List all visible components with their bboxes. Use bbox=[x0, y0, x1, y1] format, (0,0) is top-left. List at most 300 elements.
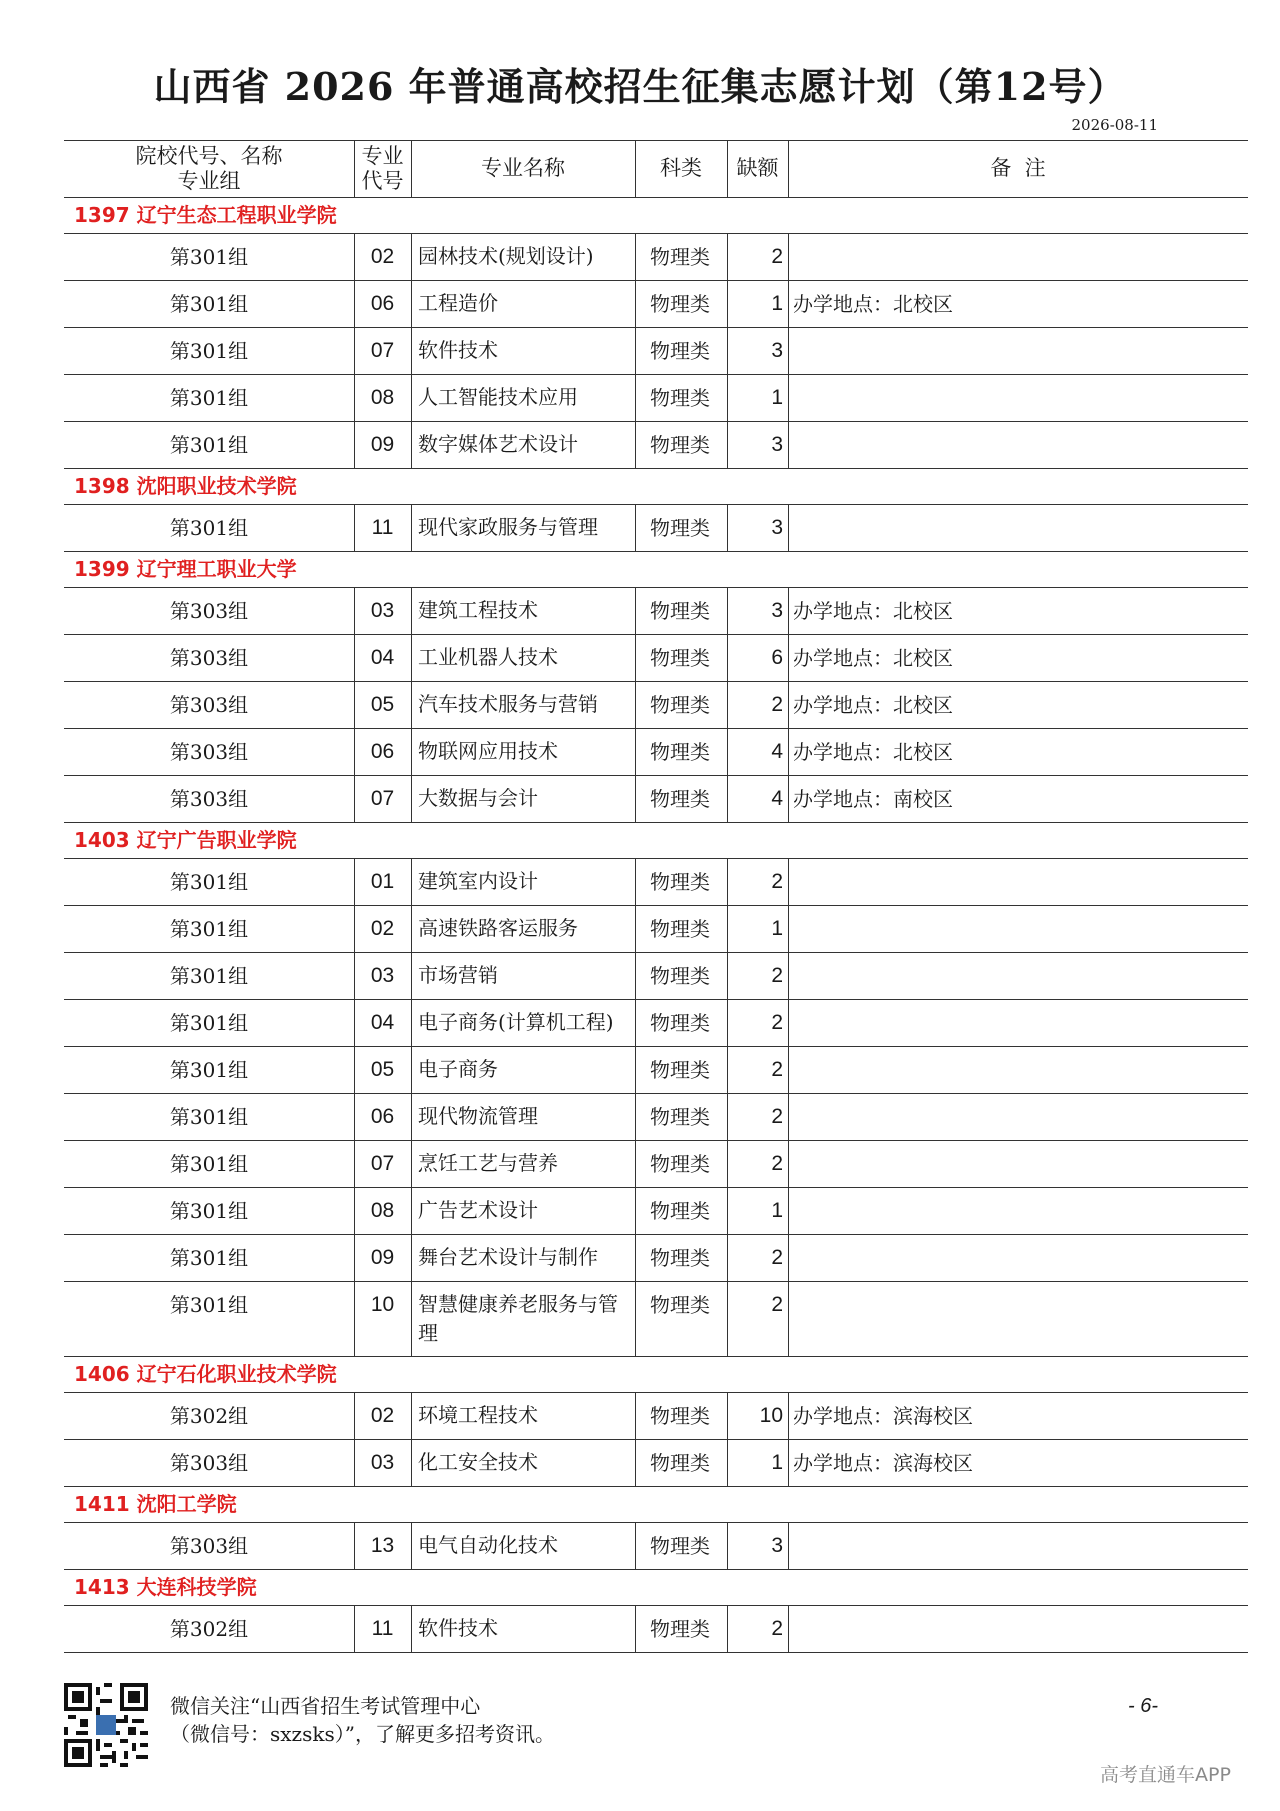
table-rule bbox=[64, 1046, 1248, 1047]
column-divider bbox=[354, 233, 355, 280]
column-divider bbox=[411, 775, 412, 822]
column-divider bbox=[411, 1140, 412, 1187]
column-divider bbox=[788, 728, 789, 775]
group-cell: 第301组 bbox=[169, 1293, 249, 1317]
column-divider bbox=[635, 952, 636, 999]
column-divider bbox=[788, 1093, 789, 1140]
column-divider bbox=[354, 905, 355, 952]
column-divider bbox=[727, 952, 728, 999]
category-cell: 物理类 bbox=[650, 693, 710, 717]
column-divider bbox=[727, 233, 728, 280]
major-name-cell: 高速铁路客运服务 bbox=[418, 916, 578, 940]
major-code-cell: 06 bbox=[370, 740, 395, 763]
group-cell: 第303组 bbox=[169, 1451, 249, 1475]
column-divider bbox=[635, 1234, 636, 1281]
column-divider bbox=[788, 504, 789, 551]
major-code-cell: 03 bbox=[370, 964, 395, 987]
vacancy-cell: 3 bbox=[771, 339, 783, 362]
table-rule bbox=[64, 421, 1248, 422]
column-divider bbox=[354, 280, 355, 327]
page-title: 山西省 2026 年普通高校招生征集志愿计划（第12号） bbox=[153, 64, 1127, 109]
column-divider bbox=[788, 1605, 789, 1652]
major-code-cell: 04 bbox=[370, 646, 395, 669]
column-divider bbox=[635, 634, 636, 681]
table-rule bbox=[64, 1234, 1248, 1235]
table-rule bbox=[64, 1486, 1248, 1487]
vacancy-cell: 2 bbox=[771, 1105, 783, 1128]
header-group: 专业组 bbox=[177, 169, 241, 193]
column-divider bbox=[635, 374, 636, 421]
column-divider bbox=[788, 280, 789, 327]
column-divider bbox=[788, 421, 789, 468]
vacancy-cell: 4 bbox=[771, 787, 783, 810]
column-divider bbox=[788, 1439, 789, 1486]
table-rule bbox=[64, 374, 1248, 375]
column-divider bbox=[411, 374, 412, 421]
major-code-cell: 06 bbox=[370, 1105, 395, 1128]
table-rule bbox=[64, 1569, 1248, 1570]
table-rule bbox=[64, 858, 1248, 859]
school-name: 1399 辽宁理工职业大学 bbox=[74, 557, 297, 581]
category-cell: 物理类 bbox=[650, 292, 710, 316]
column-divider bbox=[411, 327, 412, 374]
column-divider bbox=[635, 1605, 636, 1652]
column-divider bbox=[635, 1392, 636, 1439]
column-divider bbox=[788, 233, 789, 280]
column-divider bbox=[411, 1187, 412, 1234]
major-code-cell: 06 bbox=[370, 292, 395, 315]
major-code-cell: 05 bbox=[370, 1058, 395, 1081]
column-divider bbox=[635, 1522, 636, 1569]
table-rule bbox=[64, 197, 1248, 198]
category-cell: 物理类 bbox=[650, 386, 710, 410]
column-divider bbox=[411, 905, 412, 952]
major-code-cell: 03 bbox=[370, 599, 395, 622]
note-cell: 办学地点：北校区 bbox=[793, 693, 953, 717]
note-cell: 办学地点：滨海校区 bbox=[793, 1404, 973, 1428]
table-rule bbox=[64, 233, 1248, 234]
column-divider bbox=[635, 1281, 636, 1356]
column-divider bbox=[727, 374, 728, 421]
column-divider bbox=[354, 1522, 355, 1569]
major-name-cell: 环境工程技术 bbox=[418, 1403, 538, 1427]
column-divider bbox=[354, 1093, 355, 1140]
group-cell: 第303组 bbox=[169, 693, 249, 717]
column-divider bbox=[411, 1605, 412, 1652]
category-cell: 物理类 bbox=[650, 1451, 710, 1475]
watermark: 高考直通车APP bbox=[1100, 1764, 1231, 1786]
column-divider bbox=[411, 858, 412, 905]
major-name-cell: 软件技术 bbox=[418, 1616, 498, 1640]
group-cell: 第303组 bbox=[169, 740, 249, 764]
column-divider bbox=[727, 905, 728, 952]
table-rule bbox=[64, 1281, 1248, 1282]
column-divider bbox=[354, 1605, 355, 1652]
table-rule bbox=[64, 280, 1248, 281]
column-divider bbox=[788, 587, 789, 634]
column-divider bbox=[727, 1234, 728, 1281]
column-divider bbox=[411, 681, 412, 728]
vacancy-cell: 2 bbox=[771, 870, 783, 893]
vacancy-cell: 3 bbox=[771, 433, 783, 456]
column-divider bbox=[411, 421, 412, 468]
category-cell: 物理类 bbox=[650, 1152, 710, 1176]
footer-wechat-line2: （微信号：sxzsks）”，了解更多招考资讯。 bbox=[170, 1722, 555, 1746]
column-divider bbox=[635, 681, 636, 728]
header-major-code-line2: 代号 bbox=[361, 169, 404, 193]
category-cell: 物理类 bbox=[650, 1534, 710, 1558]
column-divider bbox=[411, 1522, 412, 1569]
school-name: 1403 辽宁广告职业学院 bbox=[74, 828, 297, 852]
category-cell: 物理类 bbox=[650, 964, 710, 988]
category-cell: 物理类 bbox=[650, 516, 710, 540]
major-name-cell: 化工安全技术 bbox=[418, 1450, 538, 1474]
category-cell: 物理类 bbox=[650, 1105, 710, 1129]
table-rule bbox=[64, 1439, 1248, 1440]
major-name-cell: 物联网应用技术 bbox=[418, 739, 558, 763]
column-divider bbox=[411, 233, 412, 280]
vacancy-cell: 2 bbox=[771, 1617, 783, 1640]
column-divider bbox=[411, 587, 412, 634]
header-note: 备 注 bbox=[990, 156, 1046, 180]
major-code-cell: 11 bbox=[371, 516, 394, 539]
group-cell: 第303组 bbox=[169, 599, 249, 623]
table-rule bbox=[64, 822, 1248, 823]
column-divider bbox=[727, 728, 728, 775]
group-cell: 第301组 bbox=[169, 433, 249, 457]
column-divider bbox=[727, 1392, 728, 1439]
column-divider bbox=[354, 1187, 355, 1234]
table-rule bbox=[64, 681, 1248, 682]
major-code-cell: 05 bbox=[370, 693, 395, 716]
major-code-cell: 02 bbox=[370, 245, 395, 268]
major-code-cell: 09 bbox=[370, 433, 395, 456]
major-name-cell: 广告艺术设计 bbox=[418, 1198, 538, 1222]
column-divider bbox=[354, 728, 355, 775]
column-divider bbox=[354, 504, 355, 551]
footer-wechat-line1: 微信关注“山西省招生考试管理中心 bbox=[170, 1694, 481, 1718]
table-rule bbox=[64, 1187, 1248, 1188]
major-code-cell: 01 bbox=[370, 870, 395, 893]
vacancy-cell: 2 bbox=[771, 1011, 783, 1034]
column-divider bbox=[788, 952, 789, 999]
column-divider bbox=[354, 1439, 355, 1486]
major-name-cell: 数字媒体艺术设计 bbox=[418, 432, 578, 456]
column-divider bbox=[411, 1392, 412, 1439]
school-name: 1411 沈阳工学院 bbox=[74, 1492, 237, 1516]
column-divider bbox=[727, 1522, 728, 1569]
header-major-name: 专业名称 bbox=[481, 156, 565, 180]
major-name-cell: 市场营销 bbox=[418, 963, 498, 987]
group-cell: 第302组 bbox=[169, 1404, 249, 1428]
vacancy-cell: 1 bbox=[771, 1451, 783, 1474]
column-divider bbox=[788, 905, 789, 952]
major-code-cell: 13 bbox=[370, 1534, 395, 1557]
page-number: - 6- bbox=[1128, 1695, 1158, 1717]
column-divider bbox=[727, 1140, 728, 1187]
group-cell: 第301组 bbox=[169, 516, 249, 540]
column-divider bbox=[727, 1046, 728, 1093]
column-divider bbox=[727, 1187, 728, 1234]
category-cell: 物理类 bbox=[650, 1199, 710, 1223]
column-divider bbox=[788, 1281, 789, 1356]
vacancy-cell: 2 bbox=[771, 964, 783, 987]
category-cell: 物理类 bbox=[650, 1617, 710, 1641]
major-name-cell: 舞台艺术设计与制作 bbox=[418, 1245, 598, 1269]
group-cell: 第302组 bbox=[169, 1617, 249, 1641]
major-code-cell: 09 bbox=[370, 1246, 395, 1269]
column-divider bbox=[635, 233, 636, 280]
group-cell: 第301组 bbox=[169, 964, 249, 988]
table-rule bbox=[64, 587, 1248, 588]
column-divider bbox=[635, 421, 636, 468]
major-name-cell: 汽车技术服务与营销 bbox=[418, 692, 598, 716]
column-divider bbox=[788, 1046, 789, 1093]
major-name-cell: 工业机器人技术 bbox=[418, 645, 558, 669]
column-divider bbox=[635, 1439, 636, 1486]
table-rule bbox=[64, 634, 1248, 635]
column-divider bbox=[411, 1234, 412, 1281]
column-divider bbox=[354, 1234, 355, 1281]
column-divider bbox=[788, 327, 789, 374]
vacancy-cell: 2 bbox=[771, 1152, 783, 1175]
table-rule bbox=[64, 1652, 1248, 1653]
column-divider bbox=[354, 634, 355, 681]
vacancy-cell: 3 bbox=[771, 516, 783, 539]
qr-code-icon bbox=[64, 1683, 148, 1767]
vacancy-cell: 1 bbox=[771, 917, 783, 940]
column-divider bbox=[411, 1093, 412, 1140]
major-name-cell: 电子商务(计算机工程) bbox=[418, 1010, 614, 1034]
category-cell: 物理类 bbox=[650, 787, 710, 811]
group-cell: 第301组 bbox=[169, 870, 249, 894]
category-cell: 物理类 bbox=[650, 740, 710, 764]
table-rule bbox=[64, 952, 1248, 953]
column-divider bbox=[411, 999, 412, 1046]
vacancy-cell: 1 bbox=[771, 386, 783, 409]
column-divider bbox=[411, 1281, 412, 1356]
column-divider bbox=[635, 728, 636, 775]
column-divider bbox=[727, 587, 728, 634]
major-name-cell: 智慧健康养老服务与管理 bbox=[418, 1292, 618, 1345]
group-cell: 第301组 bbox=[169, 1011, 249, 1035]
group-cell: 第303组 bbox=[169, 787, 249, 811]
column-divider bbox=[354, 1140, 355, 1187]
group-cell: 第301组 bbox=[169, 1058, 249, 1082]
column-divider bbox=[635, 858, 636, 905]
major-name-cell: 人工智能技术应用 bbox=[418, 385, 578, 409]
school-name: 1406 辽宁石化职业技术学院 bbox=[74, 1362, 337, 1386]
table-rule bbox=[64, 775, 1248, 776]
column-divider bbox=[635, 1093, 636, 1140]
group-cell: 第301组 bbox=[169, 917, 249, 941]
major-name-cell: 大数据与会计 bbox=[418, 786, 538, 810]
table-rule bbox=[64, 327, 1248, 328]
column-divider bbox=[635, 504, 636, 551]
major-name-cell: 电子商务 bbox=[418, 1057, 498, 1081]
header-major-code-line1: 专业 bbox=[361, 144, 404, 168]
column-divider bbox=[727, 1605, 728, 1652]
column-divider bbox=[635, 280, 636, 327]
table-rule bbox=[64, 999, 1248, 1000]
column-divider bbox=[727, 1281, 728, 1356]
category-cell: 物理类 bbox=[650, 646, 710, 670]
vacancy-cell: 2 bbox=[771, 1058, 783, 1081]
major-code-cell: 03 bbox=[370, 1451, 395, 1474]
column-divider bbox=[788, 681, 789, 728]
column-divider bbox=[788, 1187, 789, 1234]
column-divider bbox=[354, 775, 355, 822]
column-divider bbox=[727, 634, 728, 681]
group-cell: 第301组 bbox=[169, 1246, 249, 1270]
vacancy-cell: 1 bbox=[771, 292, 783, 315]
column-divider bbox=[354, 587, 355, 634]
category-cell: 物理类 bbox=[650, 245, 710, 269]
column-divider bbox=[788, 1392, 789, 1439]
note-cell: 办学地点：滨海校区 bbox=[793, 1451, 973, 1475]
major-name-cell: 烹饪工艺与营养 bbox=[418, 1151, 558, 1175]
column-divider bbox=[635, 999, 636, 1046]
column-divider bbox=[354, 1281, 355, 1356]
table-rule bbox=[64, 1093, 1248, 1094]
table-rule bbox=[64, 551, 1248, 552]
note-cell: 办学地点：北校区 bbox=[793, 292, 953, 316]
group-cell: 第301组 bbox=[169, 386, 249, 410]
column-divider bbox=[354, 1392, 355, 1439]
column-divider bbox=[411, 952, 412, 999]
column-divider bbox=[788, 1234, 789, 1281]
column-divider bbox=[635, 1046, 636, 1093]
category-cell: 物理类 bbox=[650, 870, 710, 894]
column-divider bbox=[411, 1439, 412, 1486]
column-divider bbox=[411, 634, 412, 681]
school-name: 1413 大连科技学院 bbox=[74, 1575, 257, 1599]
category-cell: 物理类 bbox=[650, 1404, 710, 1428]
school-name: 1397 辽宁生态工程职业学院 bbox=[74, 203, 337, 227]
column-divider bbox=[411, 280, 412, 327]
category-cell: 物理类 bbox=[650, 1011, 710, 1035]
category-cell: 物理类 bbox=[650, 1246, 710, 1270]
header-school: 院校代号、名称 bbox=[135, 144, 283, 168]
column-divider bbox=[354, 327, 355, 374]
column-divider bbox=[727, 1093, 728, 1140]
category-cell: 物理类 bbox=[650, 339, 710, 363]
column-divider bbox=[727, 858, 728, 905]
school-name: 1398 沈阳职业技术学院 bbox=[74, 474, 297, 498]
column-divider bbox=[727, 280, 728, 327]
table-rule bbox=[64, 1605, 1248, 1606]
column-divider bbox=[635, 1187, 636, 1234]
column-divider bbox=[635, 905, 636, 952]
group-cell: 第301组 bbox=[169, 1105, 249, 1129]
vacancy-cell: 1 bbox=[771, 1199, 783, 1222]
category-cell: 物理类 bbox=[650, 433, 710, 457]
note-cell: 办学地点：北校区 bbox=[793, 740, 953, 764]
column-divider bbox=[788, 858, 789, 905]
major-code-cell: 08 bbox=[370, 1199, 395, 1222]
header-vacancy: 缺额 bbox=[736, 156, 779, 180]
table-rule bbox=[64, 1140, 1248, 1141]
column-divider bbox=[788, 1140, 789, 1187]
column-divider bbox=[635, 1140, 636, 1187]
publish-date: 2026-08-11 bbox=[1071, 116, 1158, 134]
column-divider bbox=[727, 1439, 728, 1486]
column-divider bbox=[788, 999, 789, 1046]
major-name-cell: 现代家政服务与管理 bbox=[418, 515, 598, 539]
major-code-cell: 11 bbox=[371, 1617, 394, 1640]
table-rule bbox=[64, 1356, 1248, 1357]
column-divider bbox=[727, 999, 728, 1046]
column-divider bbox=[411, 728, 412, 775]
table-rule bbox=[64, 1392, 1248, 1393]
vacancy-cell: 10 bbox=[759, 1404, 783, 1427]
group-cell: 第301组 bbox=[169, 1152, 249, 1176]
vacancy-cell: 2 bbox=[771, 1293, 783, 1316]
table-rule bbox=[64, 140, 1248, 141]
column-divider bbox=[354, 681, 355, 728]
major-name-cell: 电气自动化技术 bbox=[418, 1533, 558, 1557]
major-code-cell: 07 bbox=[370, 339, 395, 362]
major-code-cell: 02 bbox=[370, 917, 395, 940]
group-cell: 第301组 bbox=[169, 292, 249, 316]
column-divider bbox=[635, 775, 636, 822]
table-rule bbox=[64, 468, 1248, 469]
column-divider bbox=[788, 634, 789, 681]
category-cell: 物理类 bbox=[650, 1058, 710, 1082]
note-cell: 办学地点：南校区 bbox=[793, 787, 953, 811]
category-cell: 物理类 bbox=[650, 1293, 710, 1317]
vacancy-cell: 2 bbox=[771, 245, 783, 268]
column-divider bbox=[727, 775, 728, 822]
header-category: 科类 bbox=[660, 156, 702, 180]
column-divider bbox=[354, 421, 355, 468]
column-divider bbox=[354, 1046, 355, 1093]
column-divider bbox=[727, 504, 728, 551]
major-name-cell: 建筑工程技术 bbox=[418, 598, 538, 622]
column-divider bbox=[354, 858, 355, 905]
table-rule bbox=[64, 1522, 1248, 1523]
column-divider bbox=[411, 504, 412, 551]
vacancy-cell: 3 bbox=[771, 1534, 783, 1557]
column-divider bbox=[635, 587, 636, 634]
vacancy-cell: 2 bbox=[771, 1246, 783, 1269]
column-divider bbox=[788, 374, 789, 421]
group-cell: 第301组 bbox=[169, 245, 249, 269]
column-divider bbox=[354, 952, 355, 999]
major-name-cell: 工程造价 bbox=[418, 291, 498, 315]
major-code-cell: 07 bbox=[370, 1152, 395, 1175]
table-rule bbox=[64, 728, 1248, 729]
vacancy-cell: 3 bbox=[771, 599, 783, 622]
group-cell: 第303组 bbox=[169, 646, 249, 670]
column-divider bbox=[727, 681, 728, 728]
major-code-cell: 08 bbox=[370, 386, 395, 409]
group-cell: 第303组 bbox=[169, 1534, 249, 1558]
major-name-cell: 建筑室内设计 bbox=[418, 869, 538, 893]
vacancy-cell: 4 bbox=[771, 740, 783, 763]
column-divider bbox=[635, 327, 636, 374]
note-cell: 办学地点：北校区 bbox=[793, 599, 953, 623]
category-cell: 物理类 bbox=[650, 599, 710, 623]
table-rule bbox=[64, 905, 1248, 906]
category-cell: 物理类 bbox=[650, 917, 710, 941]
major-code-cell: 02 bbox=[370, 1404, 395, 1427]
group-cell: 第301组 bbox=[169, 1199, 249, 1223]
column-divider bbox=[788, 775, 789, 822]
column-divider bbox=[788, 1522, 789, 1569]
major-code-cell: 07 bbox=[370, 787, 395, 810]
major-name-cell: 软件技术 bbox=[418, 338, 498, 362]
